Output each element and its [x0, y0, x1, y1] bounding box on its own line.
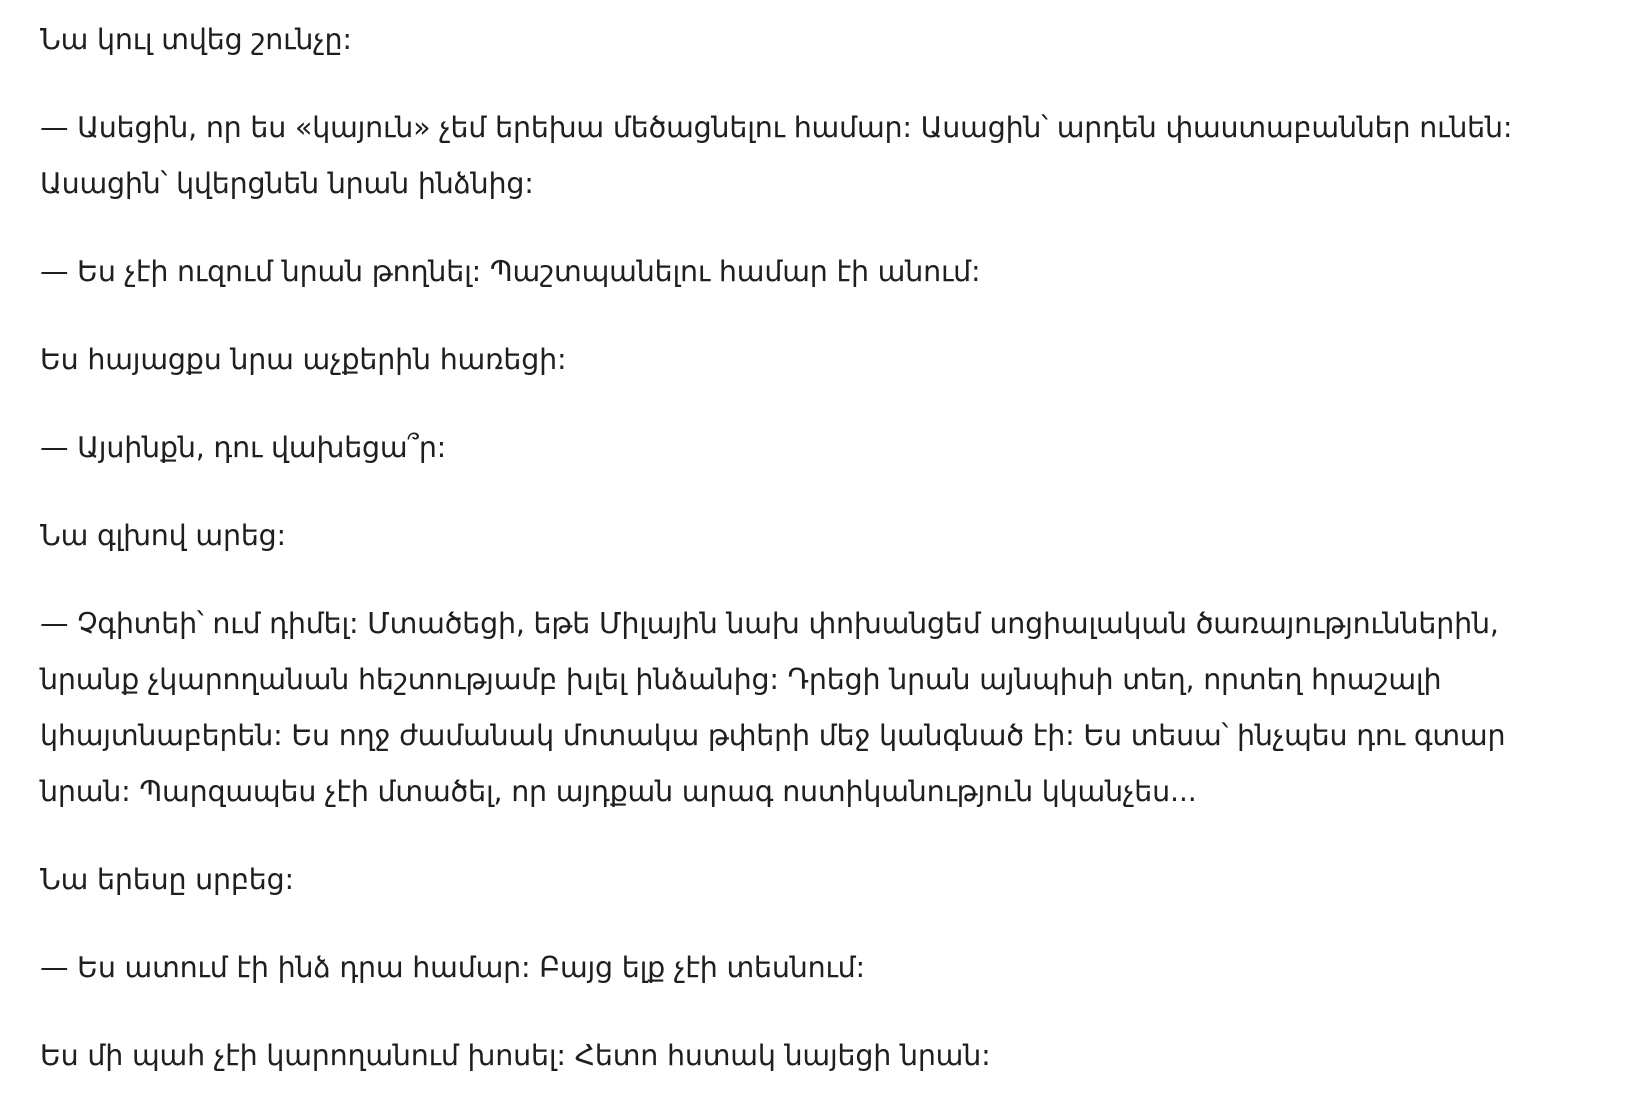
paragraph: Նա կուլ տվեց շունչը: — [40, 23, 352, 56]
paragraph: — Ես ատում էի ինձ դրա համար: Բայց ելք չէի տեսնում: — [40, 951, 865, 984]
paragraph: Նա գլխով արեց: — [40, 519, 286, 552]
paragraph: — Ես չէի ուզում նրան թողնել: Պաշտպանելու համար էի անում: — [40, 255, 981, 288]
paragraph: Նա երեսը սրբեց: — [40, 863, 294, 896]
paragraph: — Ասեցին, որ ես «կայուն» չեմ երեխա մեծացնելու համար: Ասացին՝ արդեն փաստաբաններ ունեն: Ասացին՝ կվերցնեն նրան ինձնից: — [40, 111, 1513, 200]
paragraph: — Այսինքն, դու վախեցա՞ր: — [40, 431, 447, 464]
paragraph: — Չգիտեի՝ ում դիմել: Մտածեցի, եթե Միլային նախ փոխանցեմ սոցիալական ծառայություններին, նրանք չկարողանան հեշտությամբ խլել ինձանից: Դրեցի նրան այնպիսի տեղ, որտեղ հրաշալի կհայտնաբերեն: Ես ողջ ժամանակ մոտակա թփերի մեջ կանգնած էի: Ես տեսա՝ ինչպես դու գտար նրան: Պարզապես չէի մտածել, որ այդքան արագ ոստիկանություն կկանչես... — [40, 607, 1506, 808]
paragraph: Ես մի պահ չէի կարողանում խոսել: Հետո հստակ նայեցի նրան: — [40, 1039, 991, 1072]
paragraph: Ես հայացքս նրա աչքերին հառեցի: — [40, 343, 567, 376]
